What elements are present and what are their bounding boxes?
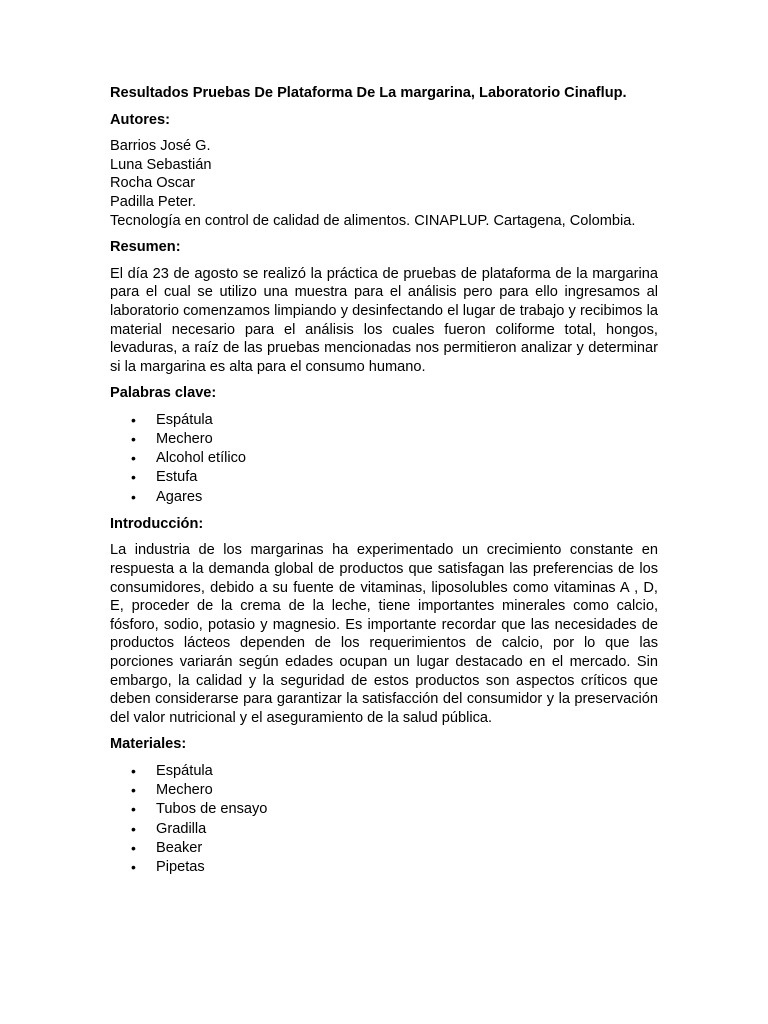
keyword-label: Estufa xyxy=(156,469,198,486)
list-item xyxy=(110,839,658,858)
list-item xyxy=(110,800,658,819)
bullet-icon: • xyxy=(131,762,136,779)
list-item xyxy=(110,858,658,877)
bullet-icon: • xyxy=(131,839,136,856)
bullet-icon: • xyxy=(131,411,136,428)
authors-list xyxy=(110,137,658,230)
bullet-icon: • xyxy=(131,820,136,837)
bullet-icon: • xyxy=(131,858,136,875)
materials-list xyxy=(110,762,658,877)
bullet-icon: • xyxy=(131,469,136,486)
author-line: Padilla Peter. xyxy=(110,193,196,210)
material-label: Pipetas xyxy=(156,858,205,875)
material-label: Espátula xyxy=(156,762,213,779)
keyword-label: Espátula xyxy=(156,411,213,428)
author-line: Luna Sebastián xyxy=(110,156,212,173)
material-label: Tubos de ensayo xyxy=(156,801,268,818)
list-item xyxy=(110,762,658,781)
materials-heading: Materiales: xyxy=(110,736,187,753)
material-label: Mechero xyxy=(156,782,213,799)
material-label: Beaker xyxy=(156,839,203,856)
bullet-icon: • xyxy=(131,450,136,467)
keywords-list xyxy=(110,411,658,507)
bullet-icon: • xyxy=(131,488,136,505)
authors-heading: Autores: xyxy=(110,111,170,128)
document-title: Resultados Pruebas De Plataforma De La margarina, Laboratorio Cinaflup. xyxy=(110,85,627,101)
author-line: Rocha Oscar xyxy=(110,175,196,192)
keywords-heading: Palabras clave: xyxy=(110,385,217,402)
keyword-label: Agares xyxy=(156,488,203,505)
author-line: Barrios José G. xyxy=(110,138,211,155)
keyword-label: Alcohol etílico xyxy=(156,450,247,467)
bullet-icon: • xyxy=(131,782,136,799)
list-item xyxy=(110,430,658,449)
affiliation-line: Tecnología en control de calidad de alimentos. CINAPLUP. Cartagena, Colombia. xyxy=(110,212,636,229)
list-item xyxy=(110,449,658,468)
intro-paragraph: La industria de los margarinas ha experimentado un crecimiento constante en respuesta a la demanda global de productos que satisfagan las preferencias de los consumidores, debido a su fuente de vitaminas, liposolubles como vitaminas A , D, E, proceder de la crema de la leche, tiene importantes minerales como calcio, fósforo, sodio, potasio y magnesio. Es importante recordar que las necesidades de productos lácteos dependen de los requerimientos de calcio, por lo que las porciones variarán según edades ocupan un lugar destacado en el mercado. Sin embargo, la calidad y la seguridad de estos productos son aspectos críticos que deben considerarse para garantizar la satisfacción del consumidor y la preservación del valor nutricional y el aseguramiento de la salud pública. xyxy=(110,542,658,726)
material-label: Gradilla xyxy=(156,820,207,837)
bullet-icon: • xyxy=(131,431,136,448)
bullet-icon: • xyxy=(131,801,136,818)
keyword-label: Mechero xyxy=(156,431,213,448)
resumen-paragraph: El día 23 de agosto se realizó la práctica de pruebas de plataforma de la margarina para el cual se utilizo una muestra para el análisis pero para ello ingresamos al laboratorio comenzamos limpiando y desinfectando el lugar de trabajo y recibimos la material necesario para el análisis los cuales fueron coliforme total, hongos, levaduras, a raíz de las pruebas mencionadas nos permitieron analizar y determinar si la margarina es alta para el consumo humano. xyxy=(110,265,658,375)
list-item xyxy=(110,820,658,839)
list-item xyxy=(110,468,658,487)
list-item xyxy=(110,411,658,430)
document-page xyxy=(110,84,658,885)
list-item xyxy=(110,488,658,507)
resumen-heading: Resumen: xyxy=(110,239,181,256)
intro-heading: Introducción: xyxy=(110,515,204,532)
list-item xyxy=(110,781,658,800)
